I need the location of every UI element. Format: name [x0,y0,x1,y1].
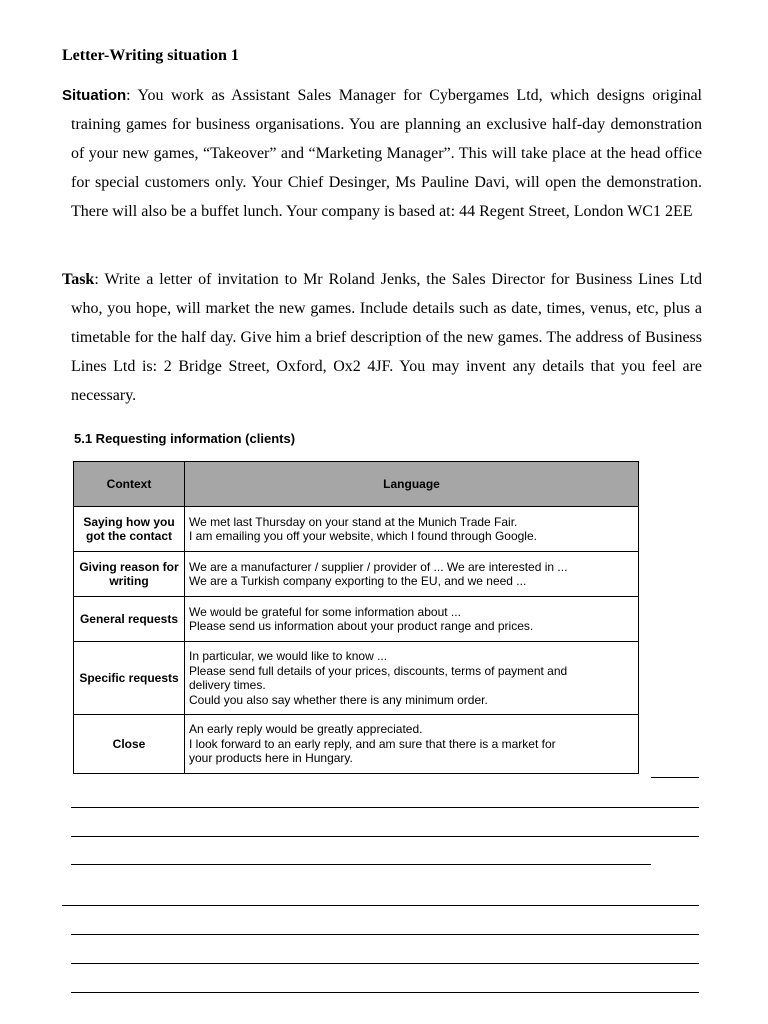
language-line: delivery times. [189,678,266,692]
task-paragraph [62,265,702,410]
language-line: Please send us information about your product range and prices. [189,619,534,633]
writing-line[interactable] [71,807,699,808]
context-cell: Giving reason for writing [74,552,185,597]
language-cell [185,597,639,642]
situation-text: : You work as Assistant Sales Manager for Cybergames Ltd, which designs original training games for business organisations. You are planning an exclusive half-day demonstration of your new games, “Takeover” and “Marketing Manager”. This will take place at the head office for special customers only. Your Chief Desinger, Ms Pauline Davi, will open the demonstration. There will also be a buffet lunch. Your company is based at: 44 Regent Street, London WC1 2EE [71,87,702,220]
language-line: We would be grateful for some information about ... [189,604,461,619]
table-row [74,642,639,715]
language-header: Language [185,462,639,507]
language-line: We are a manufacturer / supplier / provider of ... We are interested in ... [189,559,568,574]
situation-paragraph [62,81,702,226]
table-row [74,552,639,597]
table-header-row [74,462,639,507]
language-line: An early reply would be greatly appreciated. [189,722,423,737]
writing-line[interactable] [71,992,699,993]
context-header: Context [74,462,185,507]
table-row [74,715,639,774]
language-cell [185,642,639,715]
page-title: Letter-Writing situation 1 [62,47,239,64]
writing-line[interactable] [71,934,699,935]
context-cell: Specific requests [74,642,185,715]
language-line: I look forward to an early reply, and am sure that there is a market for [189,736,556,751]
writing-line[interactable] [71,963,699,964]
writing-line[interactable] [71,836,699,837]
language-line: I am emailing you off your website, which I found through Google. [189,529,537,543]
table-title: 5.1 Requesting information (clients) [74,431,296,446]
situation-label: Situation [62,87,127,104]
table-row [74,507,639,552]
language-line: We met last Thursday on your stand at the Munich Trade Fair. [189,514,518,529]
table-row [74,597,639,642]
language-line: Could you also say whether there is any minimum order. [189,692,488,707]
task-label: Task [62,271,95,288]
language-table [73,461,639,774]
writing-line[interactable] [651,777,699,778]
language-cell [185,552,639,597]
context-cell: Saying how you got the contact [74,507,185,552]
language-line: In particular, we would like to know ... [189,649,388,663]
context-cell: Close [74,715,185,774]
language-cell [185,507,639,552]
context-cell: General requests [74,597,185,642]
language-line: Please send full details of your prices, discounts, terms of payment and [189,663,568,678]
writing-line[interactable] [71,864,651,865]
language-line: We are a Turkish company exporting to the EU, and we need ... [189,574,527,588]
language-line: your products here in Hungary. [189,751,353,766]
task-text: : Write a letter of invitation to Mr Roland Jenks, the Sales Director for Business Lines Ltd who, you hope, will market the new games. Include details such as date, times, venus, etc, plus a timetable for the half day. Give him a brief description of the new games. The address of Business Lines Ltd is: 2 Bridge Street, Oxford, Ox2 4JF. You may invent any details that you feel are necessary. [71,271,702,404]
writing-line[interactable] [62,905,699,906]
language-cell [185,715,639,774]
